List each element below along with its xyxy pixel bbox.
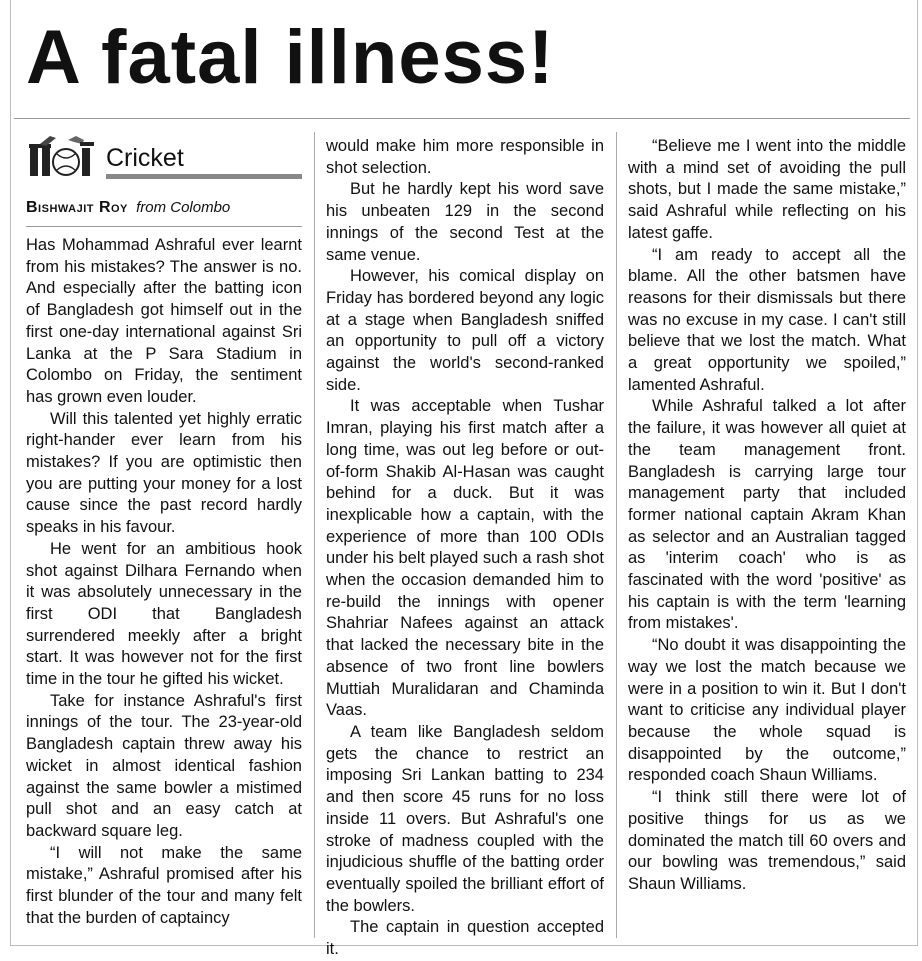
paragraph: “I am ready to accept all the blame. All the other batsmen have reasons for their dismissals but there was no excuse in my case. I can't still believe that we lost the match. What a great opportunity we spoiled,” lamented Ashraful. <box>628 245 906 394</box>
paragraph: “Believe me I went into the middle with a mind set of avoiding the pull shots, but I made the same mistake,” said Ashraful while reflecting on his latest gaffe. <box>628 137 906 242</box>
paragraph: Has Mohammad Ashraful ever learnt from his mistakes? The answer is no. And especially after the batting icon of Bangladesh got himself out in the first one-day international against Sri Lanka at the P Sara Stadium in Colombo on Friday, the sentiment has grown even louder. <box>26 236 302 406</box>
paragraph: Take for instance Ashraful's first innings of the tour. The 23-year-old Bangladesh captain threw away his wicket in almost identical fashion against the same bowler a mistimed pull shot and an easy catch at backward square leg. <box>26 691 302 840</box>
byline-location: from Colombo <box>136 199 231 216</box>
paragraph-continued: would make him more responsible in shot selection. <box>326 137 604 177</box>
paragraph: “I will not make the same mistake,” Ashraful promised after his first blunder of the tour and many felt that the burden of captaincy <box>26 843 302 927</box>
section-header <box>26 134 302 180</box>
paragraph: Will this talented yet highly erratic right-hander ever learn from his mistakes? If you are optimistic then you are putting your money for a lost cause since the past record hardly speaks in his favour. <box>26 409 302 537</box>
headline: A fatal illness! <box>26 15 555 100</box>
cricket-stumps-ball-icon <box>26 134 102 178</box>
section-label: Cricket <box>106 144 184 172</box>
paragraph: However, his comical display on Friday has bordered beyond any logic at a stage when Bangladesh sniffed an opportunity to pull off a victory against the world's second-ranked side. <box>326 267 604 394</box>
column-divider <box>616 132 617 938</box>
paragraph: While Ashraful talked a lot after the failure, it was however all quiet at the team management front. Bangladesh is carrying large tour management party that included former national captain Akram Khan as selector and an Australian tagged as 'interim coach' who is as fascinated with the word 'positive' as his captain is with the term 'learning from mistakes'. <box>628 397 906 633</box>
section-bar <box>106 174 302 179</box>
paragraph: A team like Bangladesh seldom gets the chance to restrict an imposing Sri Lankan batting to 234 and then score 45 runs for no loss inside 11 overs. But Ashraful's one stroke of madness coupled with the injudicious shuffle of the batting order eventually spoiled the brilliant effort of the bowlers. <box>326 722 604 915</box>
article-column-2 <box>326 136 604 961</box>
paragraph: The captain in question accepted it. <box>326 918 604 959</box>
paragraph: But he hardly kept his word save his unbeaten 129 in the second innings of the second Test at the same venue. <box>326 180 604 264</box>
paragraph: “No doubt it was disappointing the way we lost the match because we were in a position to win it. But I don't want to criticise any individual player because the whole squad is disappointed by the outcome,” responded coach Shaun Williams. <box>628 636 906 785</box>
headline-rule <box>14 118 910 119</box>
article-column-3 <box>628 136 906 896</box>
paragraph: He went for an ambitious hook shot against Dilhara Fernando when it was absolutely unnecessary in the first ODI that Bangladesh surrendered meekly after a bright start. It was however not for the first time in the tour he gifted his wicket. <box>26 539 302 689</box>
article-column-1 <box>26 235 302 930</box>
byline <box>26 198 230 218</box>
byline-name: Bishwajit Roy <box>26 199 128 216</box>
paragraph: It was acceptable when Tushar Imran, playing his first match after a long time, was out leg before or out-of-form Shakib Al-Hasan was caught behind for a duck. But it was inexplicable how a captain, with the experience of more than 100 ODIs under his belt played such a rash shot when the occasion demanded him to re-build the innings with opener Shahriar Nafees against an attack that lacked the necessary bite in the absence of two front line bowlers Muttiah Muralidaran and Chaminda Vaas. <box>326 397 604 720</box>
column-divider <box>314 132 315 938</box>
byline-rule <box>26 226 302 227</box>
paragraph: “I think still there were lot of positive things for us as we dominated the match till 60 overs and our bowling was tremendous,” said Shaun Williams. <box>628 788 906 893</box>
